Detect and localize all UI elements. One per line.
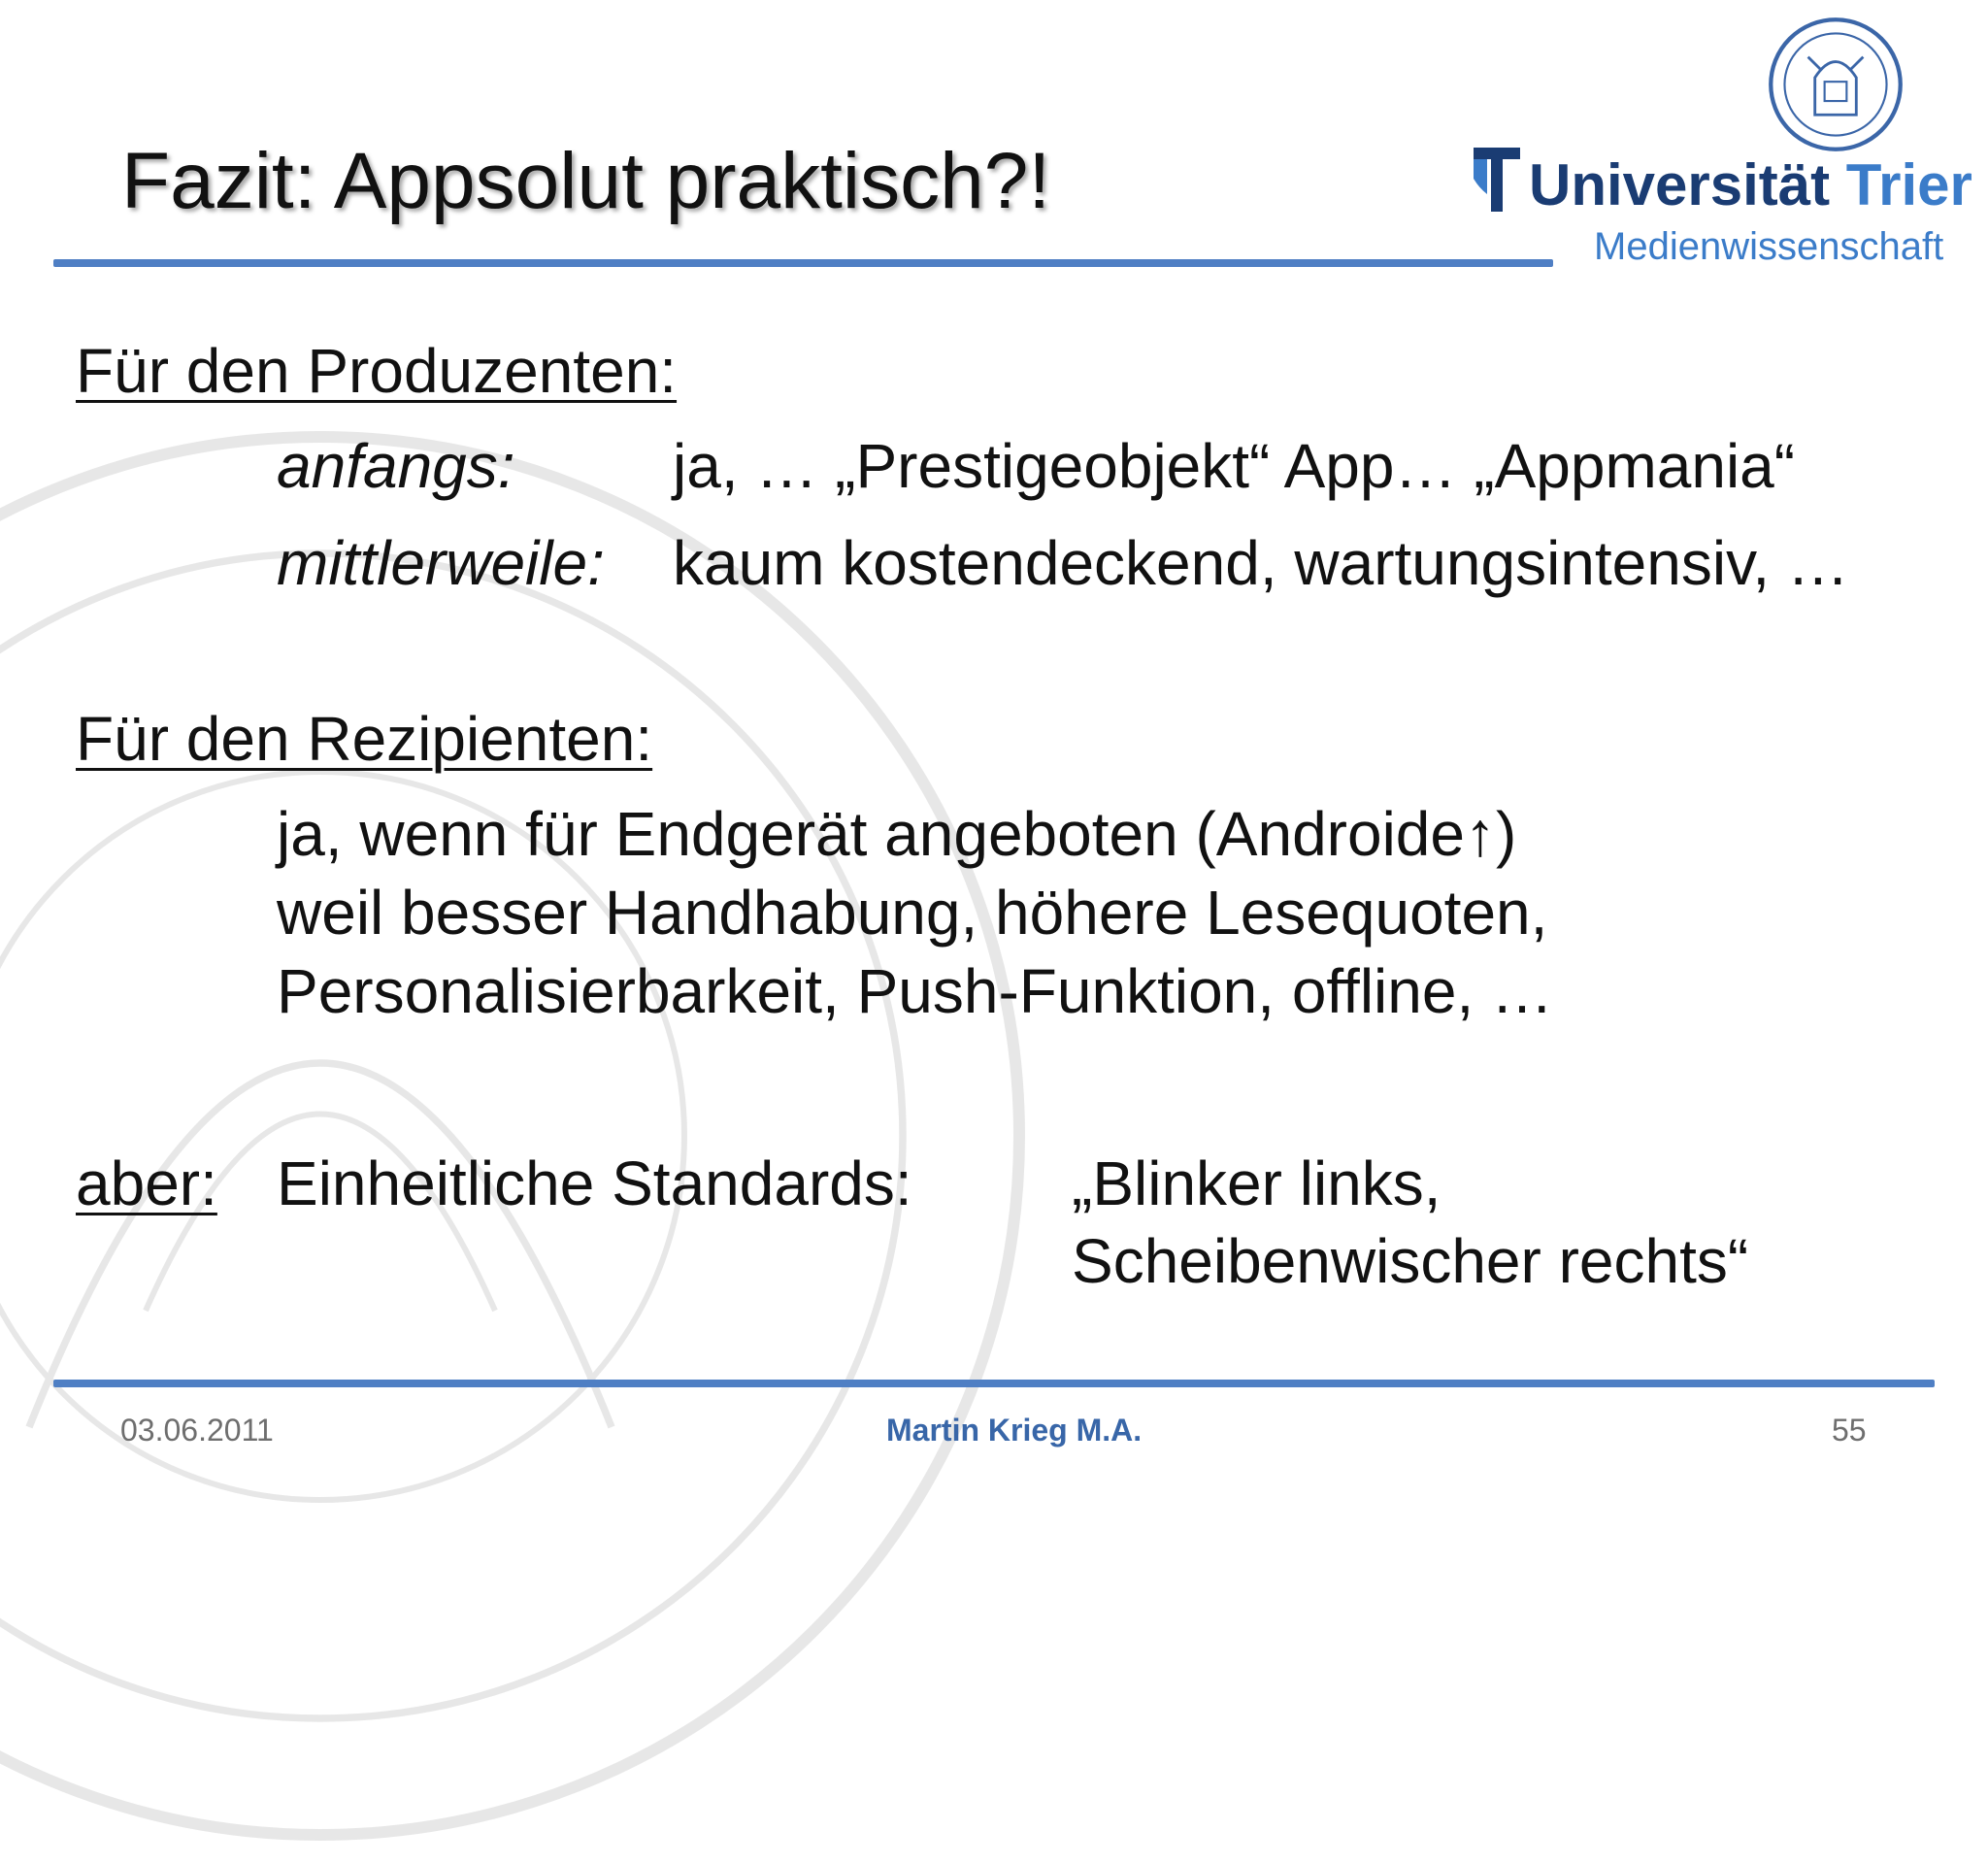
but-quote-line: Scheibenwischer rechts“ bbox=[1072, 1226, 1749, 1296]
footer-divider bbox=[53, 1380, 1935, 1387]
footer-date: 03.06.2011 bbox=[120, 1413, 274, 1448]
producer-heading: Für den Produzenten: bbox=[76, 336, 678, 406]
producer-row-text: ja, … „Prestigeobjekt“ App… „Appmania“ bbox=[673, 431, 1796, 501]
university-name-part1: Universität bbox=[1529, 152, 1831, 217]
department-name: Medienwissenschaft bbox=[1594, 225, 1944, 268]
footer-author: Martin Krieg M.A. bbox=[886, 1413, 1143, 1448]
university-name bbox=[1529, 151, 1972, 218]
university-name-part2: Trier bbox=[1845, 152, 1972, 217]
but-label: aber: bbox=[76, 1148, 217, 1218]
watermark-seal-icon bbox=[0, 408, 1048, 1864]
slide-title: Fazit: Appsolut praktisch?! bbox=[121, 137, 1051, 225]
recipient-line: Personalisierbarkeit, Push-Funktion, offline, … bbox=[277, 956, 1553, 1026]
recipient-line: weil besser Handhabung, höhere Lesequoten, bbox=[277, 878, 1548, 948]
page-number: 55 bbox=[1832, 1413, 1867, 1448]
title-divider bbox=[53, 259, 1553, 267]
producer-row-text: kaum kostendeckend, wartungsintensiv, … bbox=[673, 528, 1849, 598]
producer-row-label: anfangs: bbox=[277, 431, 515, 501]
but-quote-line: „Blinker links, bbox=[1072, 1148, 1441, 1218]
but-text: Einheitliche Standards: bbox=[277, 1148, 912, 1218]
university-seal-icon bbox=[1767, 16, 1905, 153]
university-logo-mark-icon bbox=[1472, 146, 1522, 214]
recipient-heading: Für den Rezipienten: bbox=[76, 704, 653, 774]
producer-row-label: mittlerweile: bbox=[277, 528, 605, 598]
recipient-line: ja, wenn für Endgerät angeboten (Androide↑) bbox=[277, 799, 1517, 869]
